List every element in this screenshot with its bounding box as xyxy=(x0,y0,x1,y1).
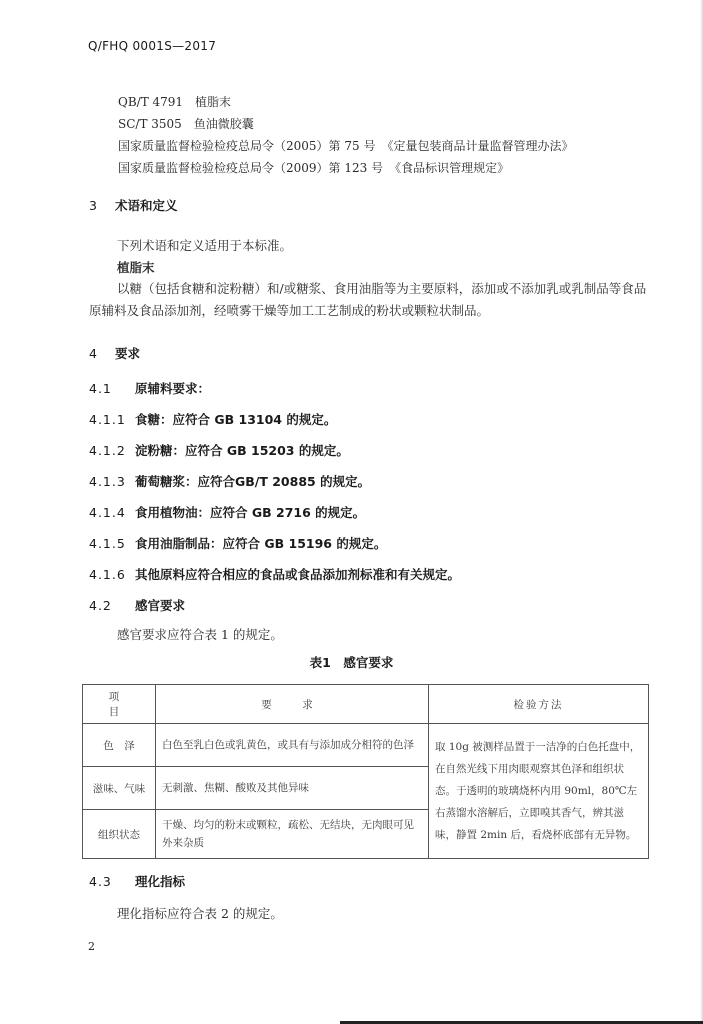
clause-item xyxy=(89,472,370,490)
sensory-requirements-table xyxy=(82,684,649,859)
subsection-4-3 xyxy=(89,872,185,890)
table-1-caption: 表1 感官要求 xyxy=(309,655,394,670)
table-cell-item: 滋味、气味 xyxy=(83,767,156,810)
section-number: 4 xyxy=(89,346,97,361)
clause-text: 葡萄糖浆：应符合GB/T 20885 的规定。 xyxy=(135,474,371,489)
table-cell-item: 组织状态 xyxy=(83,810,156,859)
column-header: 检验方法 xyxy=(429,685,649,724)
subsection-title: 原辅料要求： xyxy=(135,381,211,396)
clause-text: 食用油脂制品：应符合 GB 15196 的规定。 xyxy=(135,536,387,551)
reference-line: 国家质量监督检验检疫总局令（2005）第 75 号 《定量包装商品计量监督管理办法》 xyxy=(118,139,574,153)
column-header: 项 目 xyxy=(83,685,156,724)
reference-line: QB/T 4791 植脂末 xyxy=(118,95,232,109)
table-cell-requirement: 无刺激、焦糊、酸败及其他异味 xyxy=(156,767,429,810)
section-number: 3 xyxy=(89,198,97,213)
table-cell-item: 色 泽 xyxy=(83,724,156,767)
clause-item xyxy=(89,534,386,552)
table-row xyxy=(83,724,649,767)
clause-number: 4.1.5 xyxy=(89,536,126,551)
subsection-4-2-intro: 感官要求应符合表 1 的规定。 xyxy=(117,627,283,642)
clause-number: 4.1.1 xyxy=(89,412,126,427)
clause-text: 食糖：应符合 GB 13104 的规定。 xyxy=(135,412,337,427)
term-heading: 植脂末 xyxy=(117,260,155,275)
clause-number: 4.1.2 xyxy=(89,443,126,458)
clause-text: 其他原料应符合相应的食品或食品添加剂标准和有关规定。 xyxy=(135,567,461,582)
clause-item xyxy=(89,410,336,428)
reference-line: SC/T 3505 鱼油微胶囊 xyxy=(118,117,254,131)
clause-text: 淀粉糖：应符合 GB 15203 的规定。 xyxy=(135,443,349,458)
table-cell-requirement: 干燥、均匀的粉末或颗粒，疏松、无结块，无肉眼可见外来杂质 xyxy=(156,810,429,859)
section-title: 要求 xyxy=(115,346,141,361)
subsection-4-2 xyxy=(89,596,185,614)
clause-text: 食用植物油：应符合 GB 2716 的规定。 xyxy=(135,505,366,520)
subsection-number: 4.2 xyxy=(89,598,112,613)
clause-item xyxy=(89,565,460,583)
reference-line: 国家质量监督检验检疫总局令（2009）第 123 号 《食品标识管理规定》 xyxy=(118,161,510,175)
column-header: 要 求 xyxy=(156,685,429,724)
clause-number: 4.1.3 xyxy=(89,474,126,489)
clause-item xyxy=(89,503,365,521)
clause-number: 4.1.6 xyxy=(89,567,126,582)
term-definition: 以糖（包括食糖和淀粉糖）和/或糖浆、食用油脂等为主要原料，添加或不添加乳或乳制品等食品原辅料及食品添加剂，经喷雾干燥等加工工艺制成的粉状或颗粒状制品。 xyxy=(89,281,647,318)
clause-item xyxy=(89,441,349,459)
page-number: 2 xyxy=(88,940,95,953)
table-header-row xyxy=(83,685,649,724)
subsection-4-1 xyxy=(89,379,210,397)
subsection-number: 4.3 xyxy=(89,874,112,889)
table-cell-method: 取 10g 被测样品置于一洁净的白色托盘中，在自然光线下用肉眼观察其色泽和组织状态。于透明的玻璃烧杯内用 90ml，80℃左右蒸馏水溶解后，立即嗅其香气，辨其滋味，静置 2min 后，看烧杯底部有无异物。 xyxy=(429,724,649,859)
standard-code-header: Q/FHQ 0001S—2017 xyxy=(88,39,217,53)
subsection-number: 4.1 xyxy=(89,381,112,396)
section-3-intro: 下列术语和定义适用于本标准。 xyxy=(117,238,293,253)
subsection-title: 理化指标 xyxy=(135,874,186,889)
section-4-heading xyxy=(89,344,140,362)
section-3-heading xyxy=(89,196,178,214)
table-cell-requirement: 白色至乳白色或乳黄色，或具有与添加成分相符的色泽 xyxy=(156,724,429,767)
subsection-4-3-intro: 理化指标应符合表 2 的规定。 xyxy=(117,906,283,921)
subsection-title: 感官要求 xyxy=(135,598,186,613)
section-title: 术语和定义 xyxy=(115,198,178,213)
clause-number: 4.1.4 xyxy=(89,505,126,520)
